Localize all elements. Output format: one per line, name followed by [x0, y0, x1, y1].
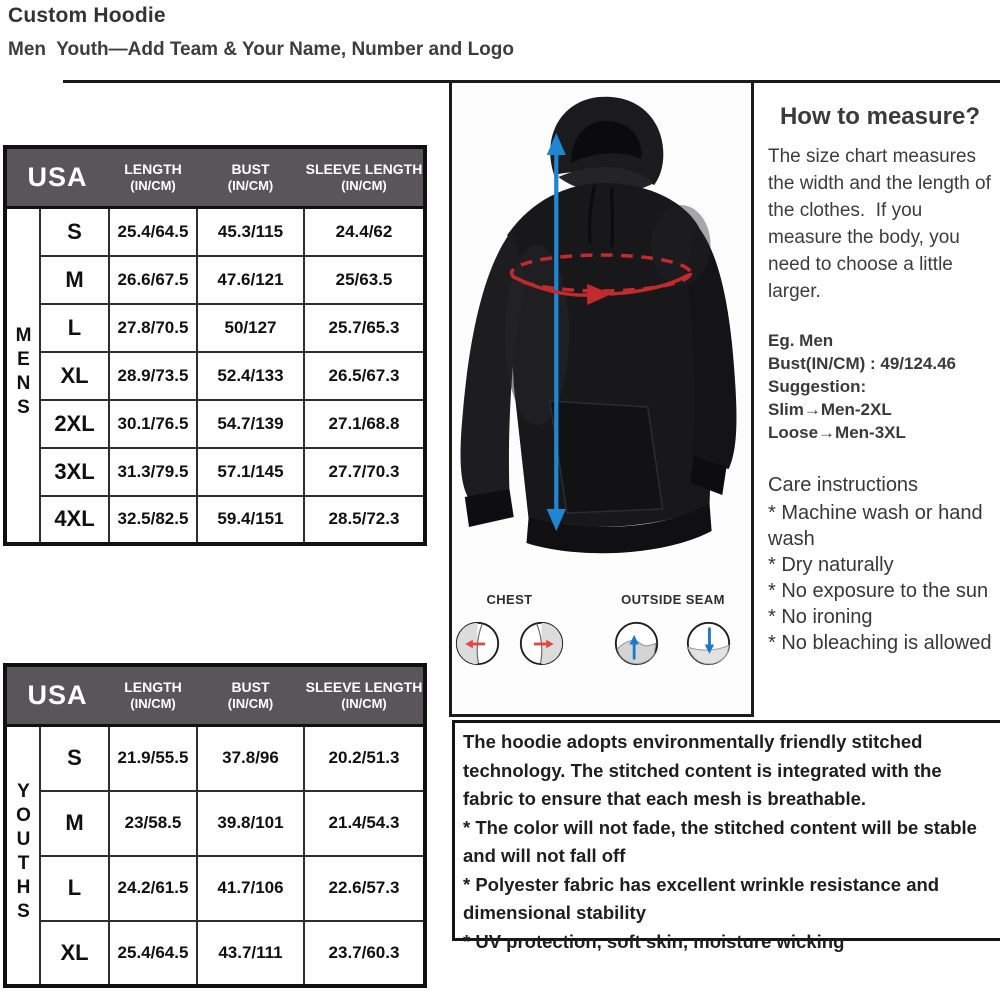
header: [8, 4, 514, 61]
table-row: [5, 208, 425, 256]
care-item: * Dry naturally: [768, 554, 894, 576]
hoodie-product-photo: [452, 85, 751, 585]
size-cell: S: [40, 208, 109, 256]
example-line: Slim→Men-2XL: [768, 400, 892, 419]
bust-cell: 57.1/145: [197, 448, 304, 496]
table-row: [5, 400, 425, 448]
outside-seam-label: OUTSIDE SEAM: [621, 592, 725, 607]
length-cell: 24.2/61.5: [109, 856, 197, 921]
col-header-bust: BUST (IN/CM): [197, 665, 304, 726]
product-description-box: [452, 720, 1000, 952]
how-to-measure-heading: How to measure?: [779, 103, 981, 130]
mens-size-table: [3, 145, 427, 546]
length-cell: 23/58.5: [109, 791, 197, 856]
size-cell: 4XL: [40, 496, 109, 544]
table-row: [5, 448, 425, 496]
youths-header-row: [5, 665, 425, 726]
example-line: Eg. Men: [768, 331, 834, 350]
length-cell: 21.9/55.5: [109, 726, 197, 791]
chest-measure-right-icon: [518, 620, 565, 667]
col-header-length: LENGTH (IN/CM): [109, 147, 197, 208]
chest-measure-left-icon: [454, 620, 501, 667]
care-item: * No exposure to the sun: [768, 580, 989, 602]
outside-seam-down-icon: [685, 620, 732, 667]
length-cell: 25.4/64.5: [109, 208, 197, 256]
table-row: [5, 856, 425, 921]
size-cell: 2XL: [40, 400, 109, 448]
size-cell: S: [40, 726, 109, 791]
bust-cell: 54.7/139: [197, 400, 304, 448]
bust-cell: 39.8/101: [197, 791, 304, 856]
example-line: Suggestion:: [768, 377, 867, 396]
col-header-length: LENGTH (IN/CM): [109, 665, 197, 726]
length-cell: 32.5/82.5: [109, 496, 197, 544]
col-header-sleeve: SLEEVE LENGTH (IN/CM): [304, 665, 425, 726]
description-line: The hoodie adopts environmentally friendly stitched technology. The stitched content is integrated with the fabric to ensure that each mesh is breathable.: [463, 731, 942, 809]
page-title: Custom Hoodie: [8, 4, 166, 27]
bust-cell: 50/127: [197, 304, 304, 352]
table-row: [5, 726, 425, 791]
size-cell: 3XL: [40, 448, 109, 496]
bust-cell: 37.8/96: [197, 726, 304, 791]
mens-header-row: [5, 147, 425, 208]
sizing-example: [768, 329, 992, 444]
length-cell: 25.4/64.5: [109, 921, 197, 986]
mens-group-label: MENS: [13, 324, 34, 421]
size-cell: M: [40, 791, 109, 856]
size-cell: L: [40, 304, 109, 352]
sleeve-cell: 24.4/62: [304, 208, 425, 256]
col-header-sleeve: SLEEVE LENGTH (IN/CM): [304, 147, 425, 208]
example-line: Loose→Men-3XL: [768, 423, 906, 442]
sleeve-cell: 25/63.5: [304, 256, 425, 304]
col-header-usa: USA: [5, 665, 109, 726]
mens-group-cell: [5, 208, 40, 544]
sleeve-cell: 20.2/51.3: [304, 726, 425, 791]
how-to-measure-intro: The size chart measures the width and the length of the clothes. If you measure the body, you need to choose a little larger.: [768, 146, 997, 302]
size-cell: XL: [40, 352, 109, 400]
sleeve-cell: 27.7/70.3: [304, 448, 425, 496]
size-cell: L: [40, 856, 109, 921]
length-cell: 26.6/67.5: [109, 256, 197, 304]
table-row: [5, 496, 425, 544]
outside-seam-up-icon: [613, 620, 660, 667]
bust-cell: 43.7/111: [197, 921, 304, 986]
length-cell: 31.3/79.5: [109, 448, 197, 496]
care-item: * No ironing: [768, 606, 873, 628]
how-to-measure-panel: [754, 80, 1000, 720]
size-cell: XL: [40, 921, 109, 986]
length-cell: 27.8/70.5: [109, 304, 197, 352]
hoodie-measure-panel: [449, 80, 754, 717]
table-row: [5, 256, 425, 304]
table-row: [5, 352, 425, 400]
youths-size-table: [3, 663, 427, 988]
care-heading: Care instructions: [768, 474, 919, 496]
sleeve-cell: 23.7/60.3: [304, 921, 425, 986]
bust-cell: 52.4/133: [197, 352, 304, 400]
sleeve-cell: 25.7/65.3: [304, 304, 425, 352]
measure-icons-area: [452, 586, 751, 708]
youths-group-cell: [5, 726, 40, 986]
sleeve-cell: 26.5/67.3: [304, 352, 425, 400]
sleeve-cell: 28.5/72.3: [304, 496, 425, 544]
sleeve-cell: 27.1/68.8: [304, 400, 425, 448]
bust-cell: 45.3/115: [197, 208, 304, 256]
col-header-usa: USA: [5, 147, 109, 208]
care-item: * Machine wash or hand wash: [768, 502, 983, 550]
bust-cell: 59.4/151: [197, 496, 304, 544]
description-line: * The color will not fade, the stitched content will be stable and will not fall off: [463, 816, 977, 866]
chest-label: CHEST: [486, 592, 533, 607]
sleeve-cell: 21.4/54.3: [304, 791, 425, 856]
description-line: * Polyester fabric has excellent wrinkle resistance and dimensional stability: [463, 873, 940, 923]
col-header-bust: BUST (IN/CM): [197, 147, 304, 208]
bust-cell: 41.7/106: [197, 856, 304, 921]
table-row: [5, 791, 425, 856]
table-row: [5, 304, 425, 352]
care-item: * No bleaching is allowed: [768, 632, 992, 654]
length-cell: 28.9/73.5: [109, 352, 197, 400]
table-row: [5, 921, 425, 986]
care-instructions: [768, 472, 992, 656]
sleeve-cell: 22.6/57.3: [304, 856, 425, 921]
page-subtitle: Men Youth—Add Team & Your Name, Number and Logo: [8, 39, 514, 60]
youths-group-label: YOUTHS: [13, 780, 34, 925]
example-line: Bust(IN/CM) : 49/124.46: [768, 354, 956, 373]
bust-cell: 47.6/121: [197, 256, 304, 304]
size-cell: M: [40, 256, 109, 304]
description-line: * UV protection, soft skin, moisture wicking: [463, 930, 845, 952]
length-cell: 30.1/76.5: [109, 400, 197, 448]
